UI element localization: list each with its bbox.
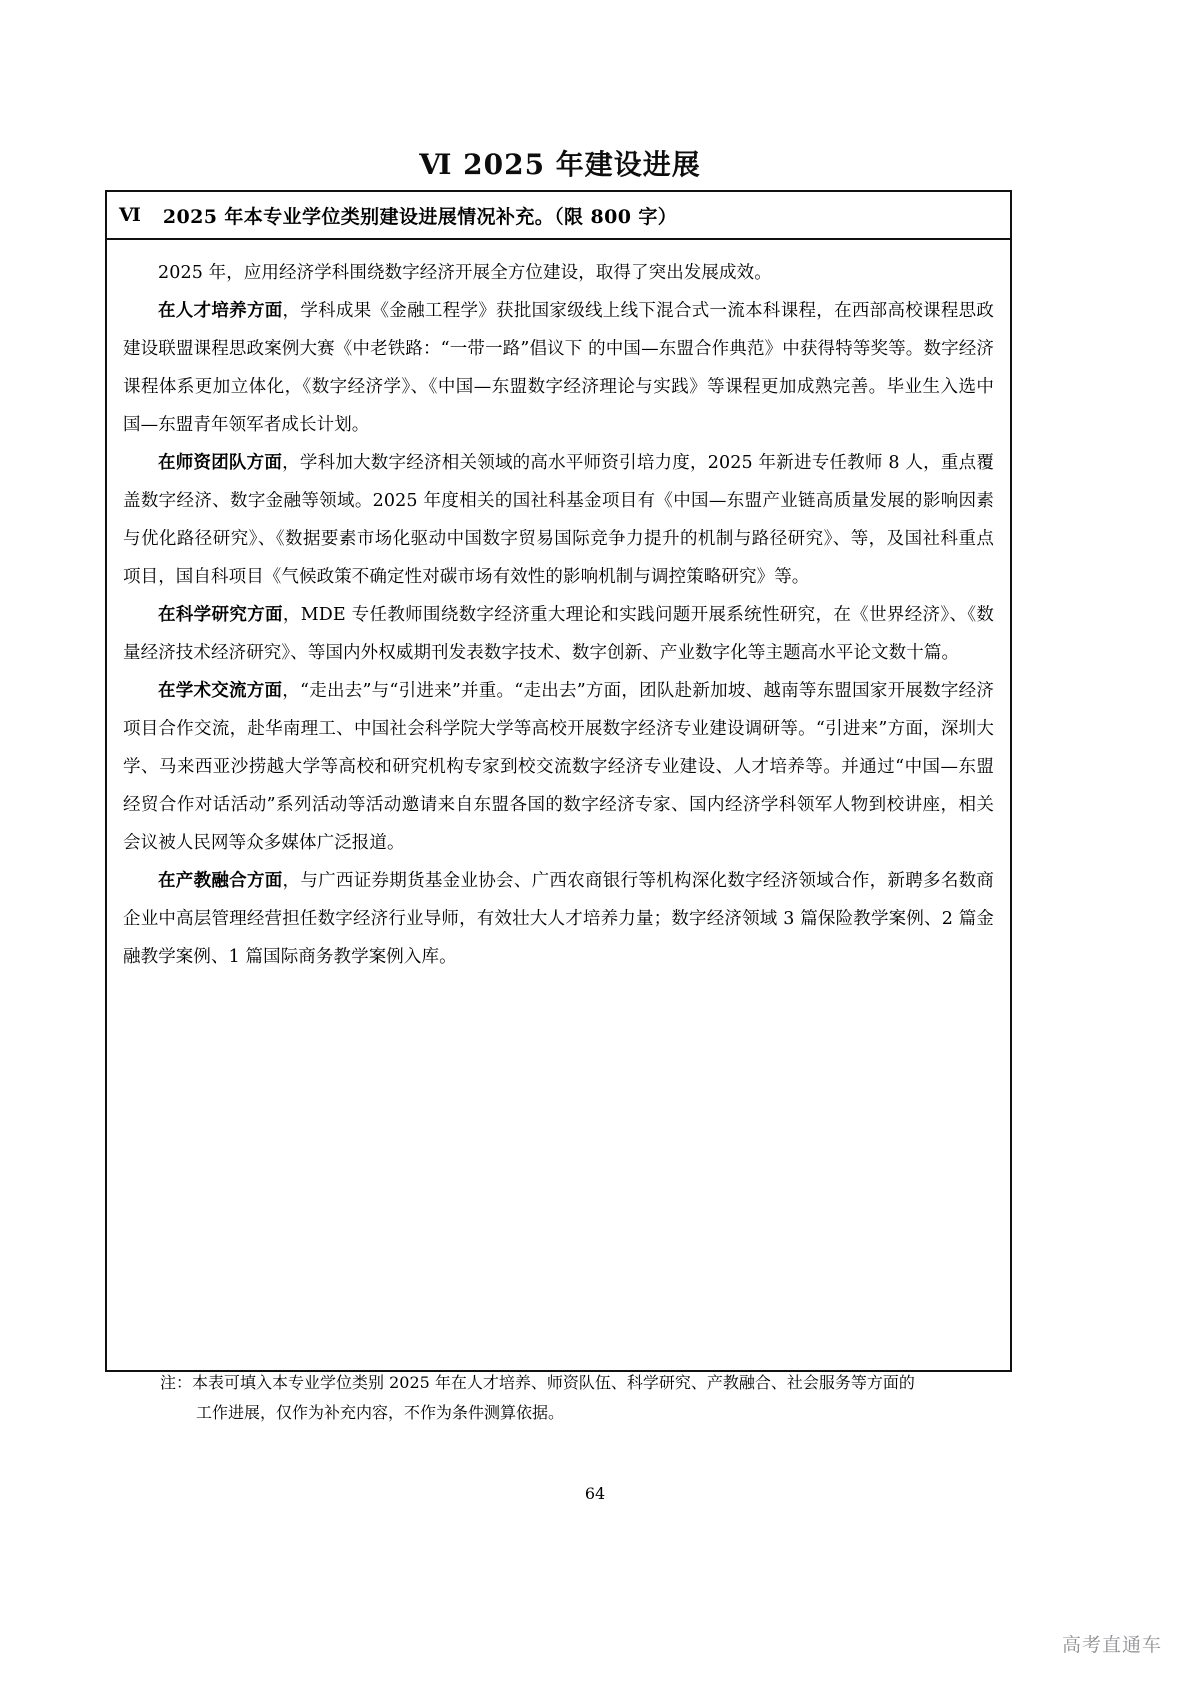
paragraph-lead: 在学术交流方面 [158, 681, 283, 701]
paragraph-text: ，与广西证券期货基金业协会、广西农商银行等机构深化数字经济领域合作，新聘多名数商企业中高层管理经营担任数字经济行业导师，有效壮大人才培养力量；数字经济领域 3 篇保险教学案例、2 篇金融教学案例、1 篇国际商务教学案例入库。 [123, 871, 995, 967]
paragraph-lead: 在人才培养方面 [158, 301, 283, 321]
table-body-cell [107, 240, 1010, 1370]
paragraph-faculty-team [123, 444, 994, 596]
content-table [105, 190, 1012, 1372]
paragraph-lead: 在产教融合方面 [158, 871, 283, 891]
footnote-line-2: 工作进展，仅作为补充内容，不作为条件测算依据。 [196, 1403, 565, 1422]
paragraph-text: ，“走出去”与“引进来”并重。“走出去”方面，团队赴新加坡、越南等东盟国家开展数字经济项目合作交流，赴华南理工、中国社会科学院大学等高校开展数字经济专业建设调研等。“引进来”方面，深圳大学、马来西亚沙捞越大学等高校和研究机构专家到校交流数字经济专业建设、人才培养等。并通过“中国—东盟经贸合作对话活动”系列活动等活动邀请来自东盟各国的数字经济专家、国内经济学科领军人物到校讲座，相关会议被人民网等众多媒体广泛报道。 [123, 681, 994, 853]
table-header-row [107, 192, 1010, 240]
watermark: 高考直通车 [1061, 1634, 1162, 1656]
footnote [160, 1368, 990, 1428]
section-number: Ⅵ [119, 204, 141, 226]
paragraph-talent-cultivation [123, 292, 994, 444]
paragraph-lead: 在师资团队方面 [158, 453, 283, 473]
paragraph-intro [123, 254, 994, 292]
paragraph-text: ，学科成果《金融工程学》获批国家级线上线下混合式一流本科课程，在西部高校课程思政建设联盟课程思政案例大赛《中老铁路：“一带一路”倡议下 的中国—东盟合作典范》中获得特等奖等。数字经济课程体系更加立体化，《数字经济学》、《中国—东盟数字经济理论与实践》等课程更加成熟完善。毕业生入选中国—东盟青年领军者成长计划。 [123, 301, 995, 435]
paragraph-lead: 在科学研究方面 [158, 605, 283, 625]
paragraph-industry-education-integration [123, 862, 994, 976]
section-title: 2025 年本专业学位类别建设进展情况补充。（限 800 字） [162, 205, 678, 228]
paragraph-scientific-research [123, 596, 994, 672]
paragraph-academic-exchange [123, 672, 994, 862]
paragraph-text: 2025 年，应用经济学科围绕数字经济开展全方位建设，取得了突出发展成效。 [158, 263, 772, 283]
page-title: Ⅵ 2025 年建设进展 [419, 148, 701, 181]
page-number: 64 [584, 1484, 606, 1503]
footnote-line-1: 注：本表可填入本专业学位类别 2025 年在人才培养、师资队伍、科学研究、产教融合、社会服务等方面的 [160, 1373, 915, 1392]
paragraph-text: ，学科加大数字经济相关领域的高水平师资引培力度，2025 年新进专任教师 8 人，重点覆盖数字经济、数字金融等领域。2025 年度相关的国社科基金项目有《中国—东盟产业链高质量发展的影响因素与优化路径研究》、《数据要素市场化驱动中国数字贸易国际竞争力提升的机制与路径研究》、等，及国社科重点项目，国自科项目《气候政策不确定性对碳市场有效性的影响机制与调控策略研究》等。 [123, 453, 994, 587]
paragraph-text: ，MDE 专任教师围绕数字经济重大理论和实践问题开展系统性研究，在《世界经济》、《数量经济技术经济研究》、等国内外权威期刊发表数字技术、数字创新、产业数字化等主题高水平论文数十篇。 [123, 605, 995, 663]
